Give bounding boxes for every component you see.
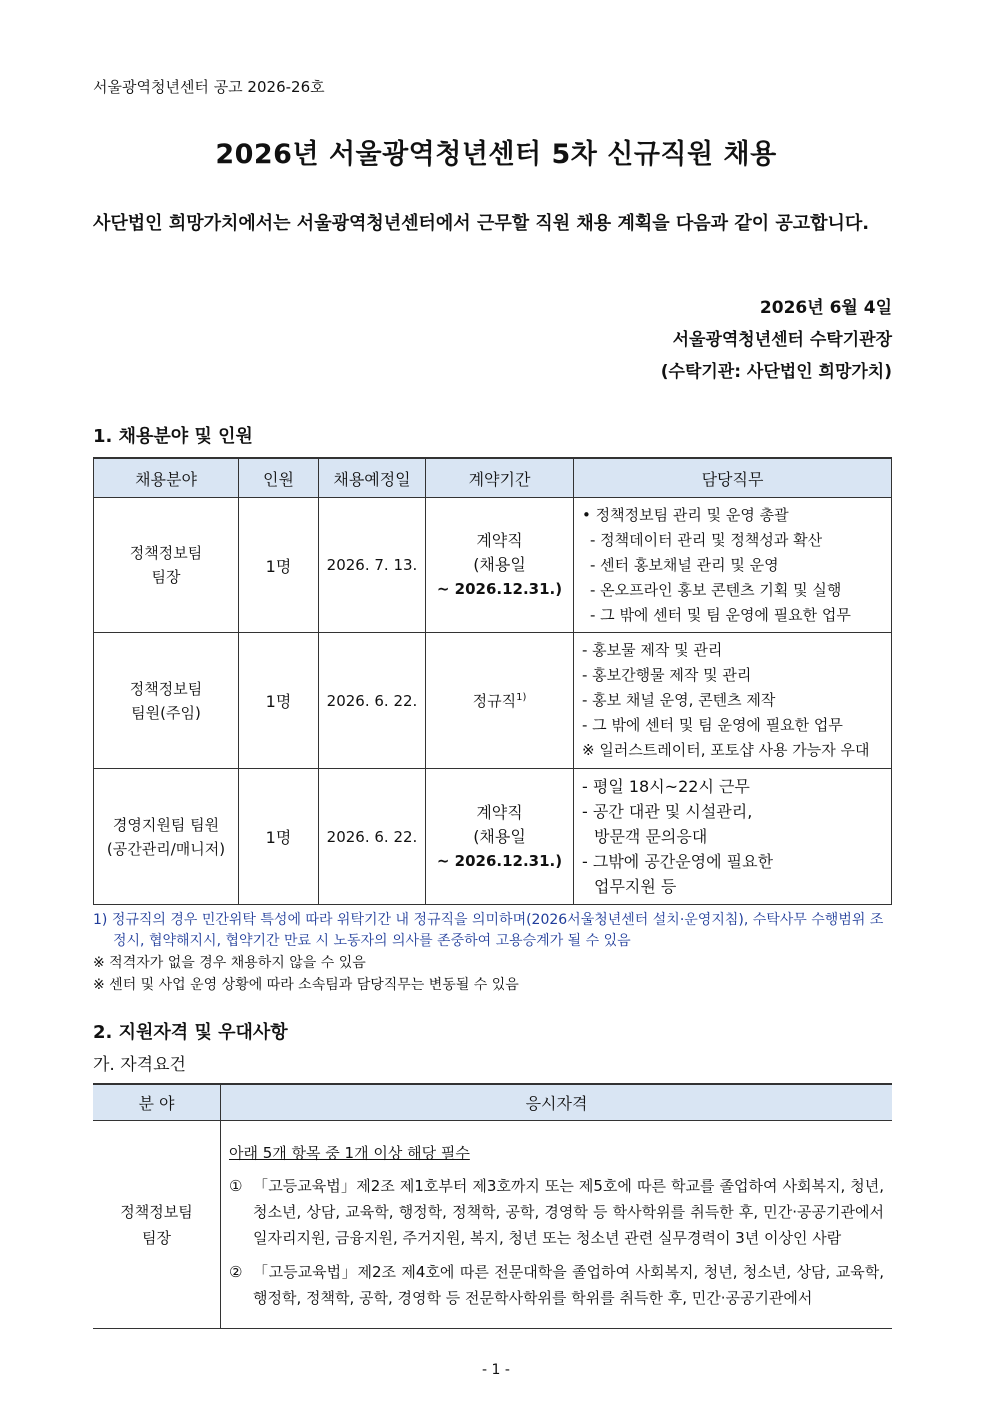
table-header-row bbox=[94, 458, 892, 498]
recruitment-table bbox=[93, 457, 892, 905]
subsection-title: 가. 자격요건 bbox=[93, 1055, 186, 1075]
table-row bbox=[94, 498, 892, 633]
count-cell: 1명 bbox=[239, 498, 319, 633]
item-text: 「고등교육법」제2조 제4호에 따른 전문대학을 졸업하여 사회복지, 청년, 청소년, 상담, 교육학, 행정학, 정책학, 공학, 경영학 등 전문학사학위를 학위를 취득한 후, 민간·공공기관에서 bbox=[253, 1263, 884, 1307]
qualification-item bbox=[229, 1259, 884, 1311]
item-text: 「고등교육법」제2조 제1호부터 제3호까지 또는 제5호에 따른 학교를 졸업하여 사회복지, 청년, 청소년, 상담, 교육학, 행정학, 정책학, 공학, 경영학 등 학사학위를 취득한 후, 민간·공공기관에서 일자리지원, 금융지원, 주거지원, 복지, 청년 또는 청소년 관련 실무경력이 3년 이상인 사람 bbox=[253, 1177, 884, 1247]
field-cell: 정책정보팀 팀원(주임) bbox=[94, 633, 239, 769]
qualification-item bbox=[229, 1173, 884, 1251]
date-cell: 2026. 6. 22. bbox=[319, 633, 426, 769]
contract-cell: 정규직$^{1)}$ bbox=[426, 633, 574, 769]
note-change: ※ 센터 및 사업 운영 상황에 따라 소속팀과 담당직무는 변동될 수 있음 bbox=[93, 977, 519, 993]
col-field: 채용분야 bbox=[94, 458, 239, 498]
issuer-agency: (수탁기관: 사단법인 희망가치) bbox=[660, 362, 892, 382]
col-field: 분 야 bbox=[93, 1084, 221, 1121]
issuer: 서울광역청년센터 수탁기관장 bbox=[672, 330, 892, 350]
table-row bbox=[93, 1121, 892, 1329]
qualification-table bbox=[93, 1083, 892, 1329]
duty-item: - 그 밖에 센터 및 팀 운영에 필요한 업무 bbox=[590, 605, 851, 624]
item-number: ① bbox=[229, 1177, 243, 1195]
page-title: 2026년 서울광역청년센터 5차 신규직원 채용 bbox=[215, 139, 777, 170]
count-cell: 1명 bbox=[239, 633, 319, 769]
duty-item: • 정책정보팀 관리 및 운영 총괄 bbox=[582, 505, 789, 524]
footnote-1: 1) 정규직의 경우 민간위탁 특성에 따라 위탁기간 내 정규직을 의미하며(2026서울청년센터 설치·운영지침), 수탁사무 수행범위 조정시, 협약해지시, 협약기간 만료 시 노동자의 의사를 존중하여 고용승계가 될 수 있음 bbox=[93, 912, 884, 949]
section-2-title: 2. 지원자격 및 우대사항 bbox=[93, 1022, 288, 1043]
duty-item: 방문객 문의응대 bbox=[594, 827, 708, 846]
duty-item: - 홍보물 제작 및 관리 bbox=[582, 641, 723, 659]
duties-cell bbox=[574, 769, 892, 905]
count-cell: 1명 bbox=[239, 769, 319, 905]
contract-cell: 계약직 (채용일 ~ 2026.12.31.) bbox=[426, 769, 574, 905]
field-cell: 정책정보팀 팀장 bbox=[94, 498, 239, 633]
duty-item: - 정책데이터 관리 및 정책성과 확산 bbox=[590, 530, 823, 549]
duty-item: - 센터 홍보채널 관리 및 운영 bbox=[590, 555, 779, 574]
qualification-cell bbox=[221, 1121, 893, 1329]
page-number: - 1 - bbox=[482, 1362, 510, 1378]
duty-item: - 그 밖에 센터 및 팀 운영에 필요한 업무 bbox=[582, 716, 843, 734]
duty-item: - 온오프라인 홍보 콘텐츠 기획 및 실행 bbox=[590, 580, 842, 599]
field-cell: 정책정보팀 팀장 bbox=[93, 1121, 221, 1329]
table-row bbox=[94, 633, 892, 769]
date-cell: 2026. 7. 13. bbox=[319, 498, 426, 633]
col-qualification: 응시자격 bbox=[221, 1084, 893, 1121]
footnote-ref: 1) bbox=[516, 692, 527, 703]
intro-text: 사단법인 희망가치에서는 서울광역청년센터에서 근무할 직원 채용 계획을 다음과 같이 공고합니다. bbox=[93, 213, 870, 234]
table-header-row bbox=[93, 1084, 892, 1121]
duty-item: 업무지원 등 bbox=[594, 877, 677, 896]
date-cell: 2026. 6. 22. bbox=[319, 769, 426, 905]
duty-item: - 평일 18시~22시 근무 bbox=[582, 777, 750, 796]
section-1-title: 1. 채용분야 및 인원 bbox=[93, 426, 253, 447]
col-date: 채용예정일 bbox=[319, 458, 426, 498]
note-no-applicant: ※ 적격자가 없을 경우 채용하지 않을 수 있음 bbox=[93, 955, 366, 971]
duty-item: ※ 일러스트레이터, 포토샵 사용 가능자 우대 bbox=[582, 741, 870, 759]
duties-cell bbox=[574, 498, 892, 633]
duty-item: - 공간 대관 및 시설관리, bbox=[582, 802, 753, 821]
notice-date: 2026년 6월 4일 bbox=[759, 298, 892, 318]
field-cell: 경영지원팀 팀원 (공간관리/매니저) bbox=[94, 769, 239, 905]
contract-cell: 계약직 (채용일 ~ 2026.12.31.) bbox=[426, 498, 574, 633]
duty-item: - 홍보간행물 제작 및 관리 bbox=[582, 666, 752, 684]
col-duties: 담당직무 bbox=[574, 458, 892, 498]
col-count: 인원 bbox=[239, 458, 319, 498]
duties-cell bbox=[574, 633, 892, 769]
notice-number: 서울광역청년센터 공고 2026-26호 bbox=[93, 78, 325, 96]
col-contract: 계약기간 bbox=[426, 458, 574, 498]
duty-item: - 홍보 채널 운영, 콘텐츠 제작 bbox=[582, 691, 776, 709]
table-row bbox=[94, 769, 892, 905]
requirement-note: 아래 5개 항목 중 1개 이상 해당 필수 bbox=[229, 1144, 470, 1162]
duty-item: - 그밖에 공간운영에 필요한 bbox=[582, 852, 774, 871]
item-number: ② bbox=[229, 1263, 243, 1281]
